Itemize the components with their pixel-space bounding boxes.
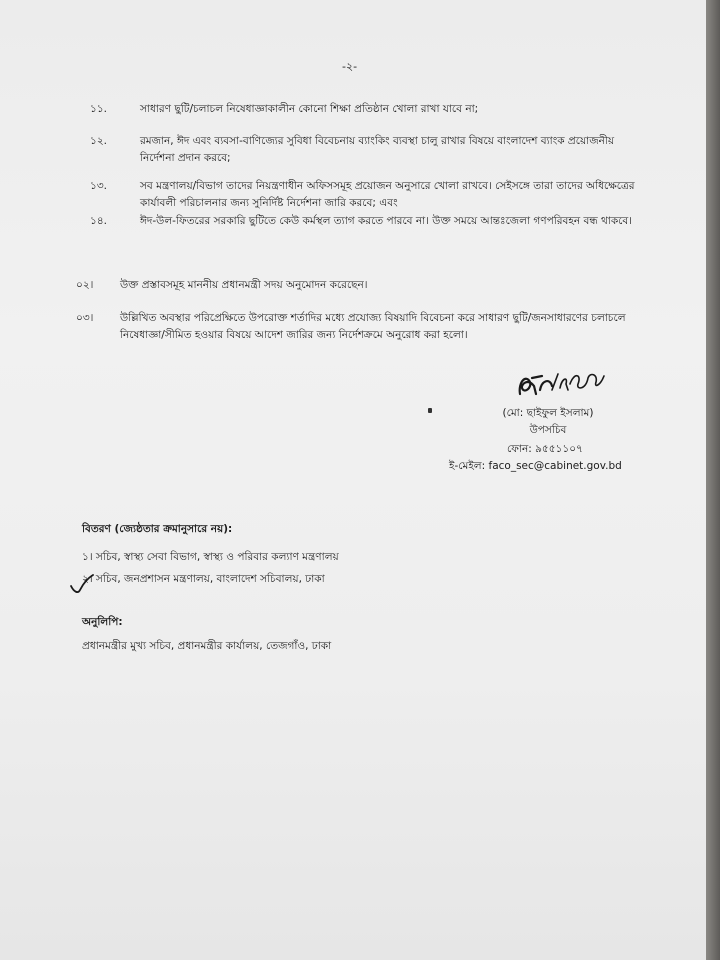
page-number: -২- (342, 60, 358, 73)
item-number: ১৪. (90, 215, 107, 227)
distribution-item: ২। সচিব, জনপ্রশাসন মন্ত্রণালয়, বাংলাদেশ সচিবালয়, ঢাকা (82, 573, 325, 585)
signatory-designation: উপসচিব (529, 424, 567, 436)
copy-item: প্রধানমন্ত্রীর মুখ্য সচিব, প্রধানমন্ত্রীর কার্যালয়, তেজগাঁও, ঢাকা (82, 640, 332, 652)
handwritten-signature (512, 364, 608, 404)
item-number: ১৩. (90, 180, 107, 192)
item-text: সব মন্ত্রণালয়/বিভাগ তাদের নিয়ন্ত্রণাধীন অফিসসমূহ প্রয়োজন অনুসারে খোলা রাখবে। সেইসঙ্গে তারা তাদের অধিক্ষেত্রের কার্যাবলী পরিচালনার জন্য সুনির্দিষ্ট নির্দেশনা জারি করবে; এবং (140, 180, 635, 209)
signatory-email: ই-মেইল: faco_sec@cabinet.gov.bd (449, 460, 622, 472)
ink-dot (428, 408, 432, 413)
paragraph-text: উক্ত প্রস্তাবসমূহ মাননীয় প্রধানমন্ত্রী সদয় অনুমোদন করেছেন। (120, 279, 368, 291)
tick-mark (70, 574, 94, 594)
item-number: ১২. (90, 135, 107, 147)
item-text: ঈদ-উল-ফিতরের সরকারি ছুটিতে কেউ কর্মস্থল ত্যাগ করতে পারবে না। উক্ত সময়ে আন্তঃজেলা গণপরিবহন বন্ধ থাকবে। (140, 215, 632, 227)
item-number: ১১. (90, 103, 107, 115)
signatory-name: (মো: ছাইফুল ইসলাম) (502, 407, 594, 419)
copy-heading: অনুলিপি: (82, 616, 123, 628)
signatory-phone: ফোন: ৯৫৫১১০৭ (507, 443, 583, 455)
desk-surface (706, 0, 720, 960)
item-text: রমজান, ঈদ এবং ব্যবসা-বাণিজ্যের সুবিধা বিবেচনায় ব্যাংকিং ব্যবস্থা চালু রাখার বিষয়ে বাংলাদেশ ব্যাংক প্রয়োজনীয় নির্দেশনা প্রদান করবে; (140, 135, 615, 164)
distribution-heading: বিতরণ (জ্যেষ্ঠতার ক্রমানুসারে নয়): (82, 523, 233, 535)
paragraph-number: ০৩। (76, 312, 94, 324)
item-text: সাধারণ ছুটি/চলাচল নিষেধাজ্ঞাকালীন কোনো শিক্ষা প্রতিষ্ঠান খোলা রাখা যাবে না; (140, 103, 479, 115)
paragraph-text: উল্লিখিত অবস্থার পরিপ্রেক্ষিতে উপরোক্ত শর্তাদির মধ্যে প্রযোজ্য বিষয়াদি বিবেচনা করে সাধারণ ছুটি/জনসাধারণের চলাচলে নিষেধাজ্ঞা/সীমিত হওয়ার বিষয়ে আদেশ জারির জন্য নির্দেশক্রমে অনুরোধ করা হলো। (120, 312, 626, 341)
paragraph-number: ০২। (76, 279, 94, 291)
distribution-item: ১। সচিব, স্বাস্থ্য সেবা বিভাগ, স্বাস্থ্য ও পরিবার কল্যাণ মন্ত্রণালয় (82, 551, 339, 563)
